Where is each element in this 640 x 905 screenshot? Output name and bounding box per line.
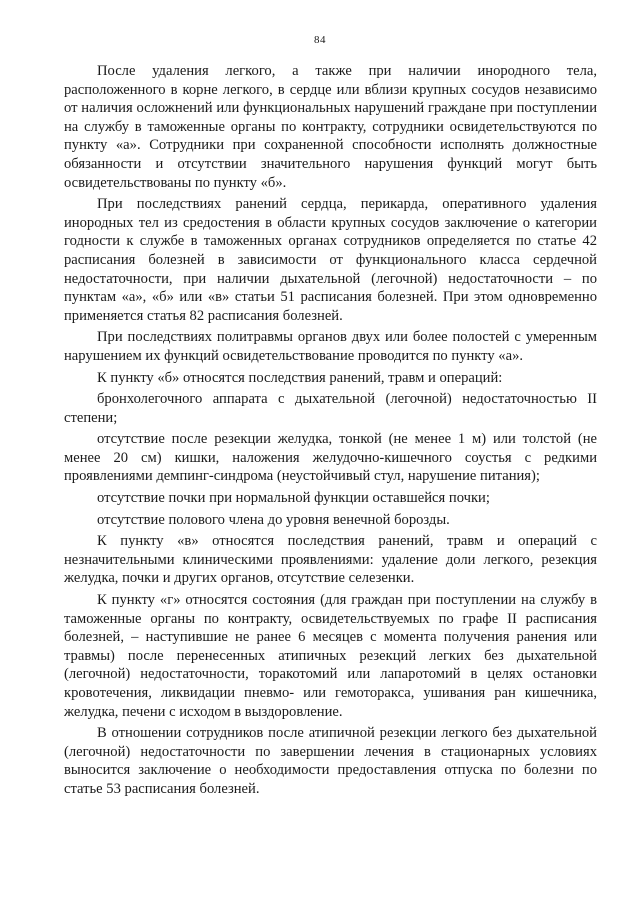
paragraph-item-g: К пункту «г» относятся состояния (для граждан при поступлении на службу в таможенные органы по контракту, освидетельствуемых по графе II расписания болезней, – наступившие не ранее 6 месяцев с момента получения ранения или травмы) после перенесенных атипичных резекций легких без дыхательной (легочной) недостаточности, торакотомий или лапаротомий в целях остановки кровотечения, ликвидации пневмо- или гемоторакса, ушивания ран кишечника, желудка, печени с исходом в выздоровление.: [64, 592, 597, 720]
paragraph-penis-absence: отсутствие полового члена до уровня венечной борозды.: [97, 511, 450, 528]
paragraph-lung-removal: После удаления легкого, а также при наличии инородного тела, расположенного в корне легкого, в сердце или вблизи крупных сосудов независимо от наличия осложнений или функциональных нарушений граждане при поступлении на службу в таможенные органы по контракту, сотрудники освидетельствуются по пункту «а». Сотрудники при сохраненной способности исполнять должностные обязанности и отсутствии значительного нарушения функций могут быть освидетельствованы по пункту «б».: [64, 63, 597, 191]
page-number: 84: [314, 34, 326, 46]
paragraph-kidney-absence: отсутствие почки при нормальной функции оставшейся почки;: [97, 490, 490, 507]
paragraph-stomach-resection: отсутствие после резекции желудка, тонкой (не менее 1 м) или толстой (не менее 20 см) кишки, наложения желудочно-кишечного соустья с редкими проявлениями демпинг-синдрома (неустойчивый стул, нарушение питания);: [64, 431, 597, 485]
paragraph-polytrauma: При последствиях политравмы органов двух или более полостей с умеренным нарушением их функций освидетельствование проводится по пункту «а».: [64, 329, 597, 364]
paragraph-atypical-resection: В отношении сотрудников после атипичной резекции легкого без дыхательной (легочной) недостаточности по завершении лечения в стационарных условиях выносится заключение о необходимости предоставления отпуска по болезни по статье 53 расписания болезней.: [64, 725, 597, 797]
paragraph-heart-wounds: При последствиях ранений сердца, перикарда, оперативного удаления инородных тел из средостения в области крупных сосудов заключение о категории годности к службе в таможенных органах сотрудников определяется по статье 42 расписания болезней в зависимости от функционального класса сердечной недостаточности, при наличии дыхательной (легочной) недостаточности – по пунктам «а», «б» или «в» статьи 51 расписания болезней. При этом одновременно применяется статья 82 расписания болезней.: [64, 196, 597, 324]
paragraph-bronchopulmonary: бронхолегочного аппарата с дыхательной (легочной) недостаточностью II степени;: [64, 391, 597, 426]
paragraph-item-b-intro: К пункту «б» относятся последствия ранений, травм и операций:: [97, 369, 503, 386]
paragraph-item-v: К пункту «в» относятся последствия ранений, травм и операций с незначительными клиническими проявлениями: удаление доли легкого, резекция желудка, почки и других органов, отсутствие селезенки.: [64, 533, 597, 587]
body-text: [64, 62, 597, 799]
